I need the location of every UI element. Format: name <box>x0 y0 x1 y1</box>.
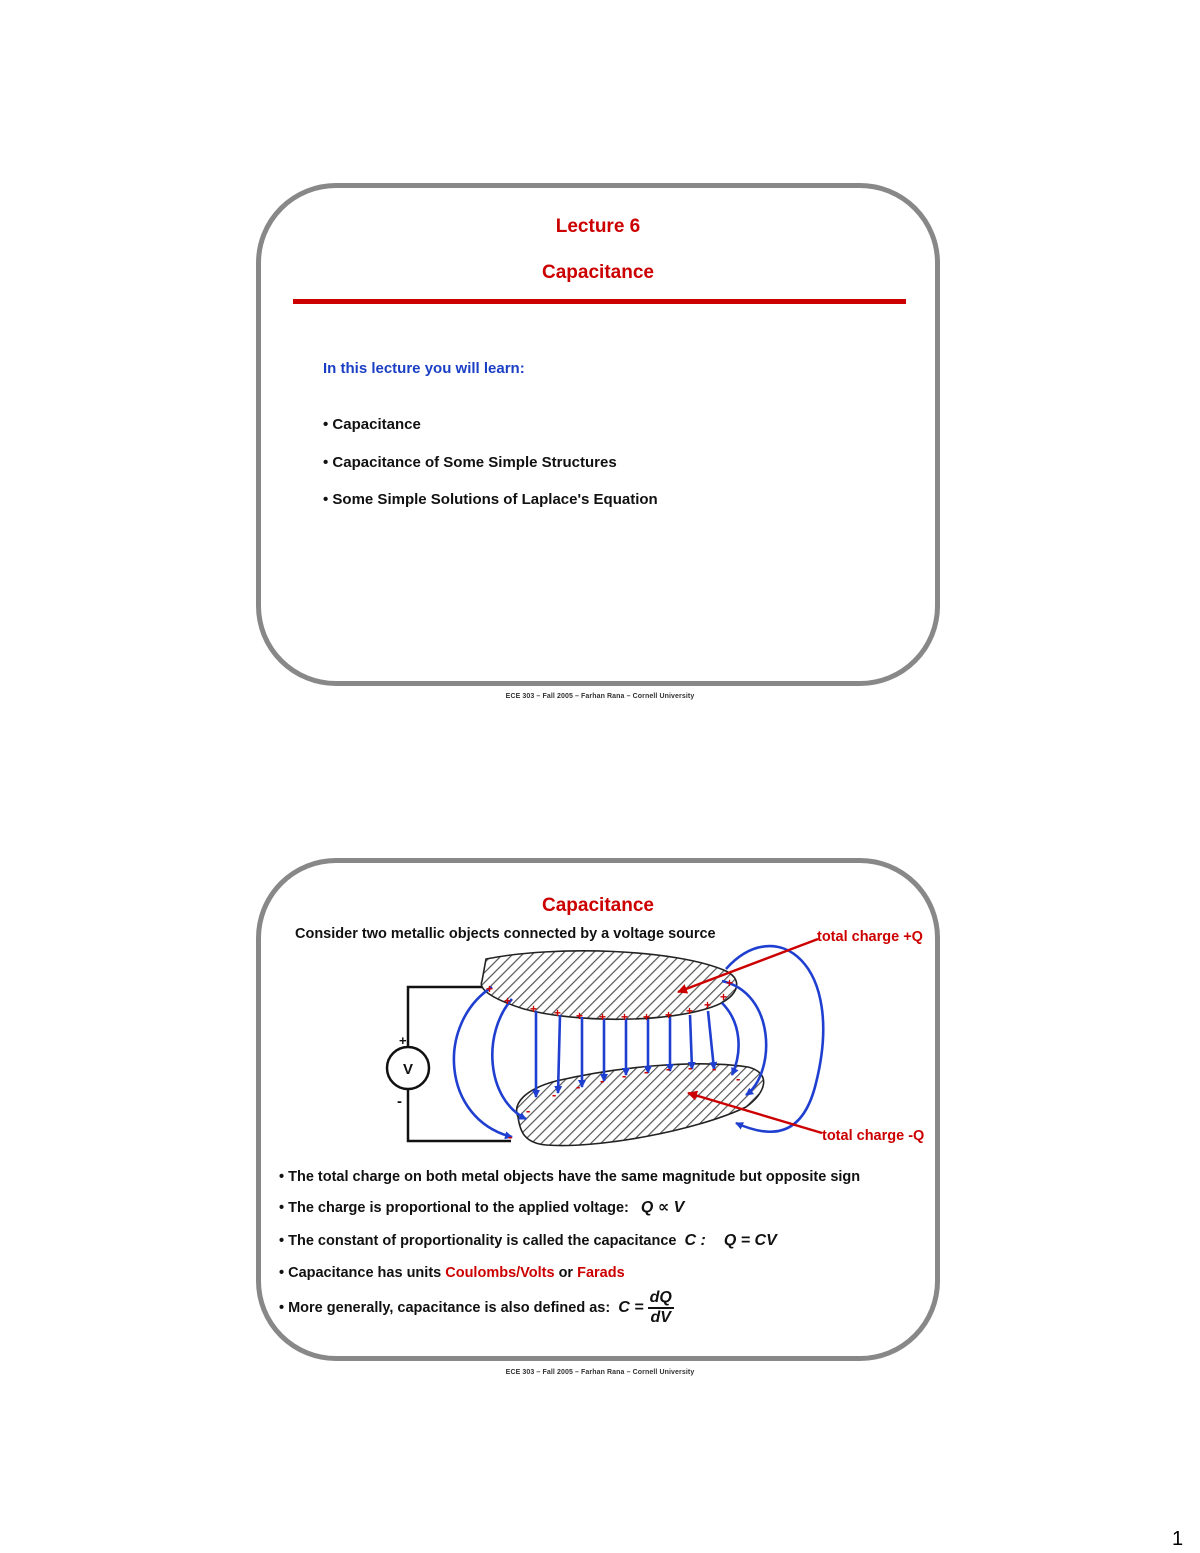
capacitance-symbol: C : <box>684 1232 706 1249</box>
title-underline <box>293 299 906 304</box>
source-minus: - <box>397 1093 402 1110</box>
svg-text:+: + <box>686 1004 694 1018</box>
svg-text:+: + <box>486 982 494 996</box>
proportional-formula: Q ∝ V <box>640 1199 685 1216</box>
svg-text:+: + <box>704 998 712 1012</box>
bullet-text: • Capacitance has units <box>279 1265 446 1281</box>
bullet-item <box>279 1197 684 1217</box>
wire-top <box>408 987 482 1049</box>
lecture-number: Lecture 6 <box>555 216 641 237</box>
svg-text:-: - <box>688 1060 693 1075</box>
svg-text:+: + <box>665 1008 673 1022</box>
slide-2 <box>256 858 940 1361</box>
slide-1-footer: ECE 303 – Fall 2005 – Farhan Rana – Cornell University <box>505 693 695 700</box>
svg-text:-: - <box>526 1103 531 1118</box>
svg-text:-: - <box>736 1071 741 1086</box>
svg-text:+: + <box>504 994 512 1008</box>
capacitance-formula: Q = CV <box>723 1232 777 1249</box>
svg-text:+: + <box>720 990 728 1004</box>
bullet-item <box>279 1265 625 1281</box>
bullet-text: • The constant of proportionality is called the capacitance <box>279 1233 677 1249</box>
page-number: 1 <box>1172 1528 1184 1550</box>
svg-text:+: + <box>576 1009 584 1023</box>
derivative-lhs: C = <box>618 1299 644 1316</box>
svg-text:-: - <box>508 1129 513 1144</box>
bullet-text: • The charge is proportional to the applied voltage: <box>279 1200 629 1216</box>
total-charge-positive-label: total charge +Q <box>817 929 923 945</box>
bullet-item: • Capacitance <box>323 416 421 433</box>
svg-text:+: + <box>643 1010 651 1024</box>
intro-text: In this lecture you will learn: <box>323 360 525 377</box>
bullet-item <box>279 1289 674 1327</box>
svg-text:+: + <box>621 1010 629 1024</box>
bullet-text: • More generally, capacitance is also defined as: <box>279 1300 611 1316</box>
slide-1-title: Capacitance <box>542 262 654 283</box>
svg-text:-: - <box>622 1068 627 1083</box>
bullet-item <box>279 1232 777 1250</box>
slide-2-title: Capacitance <box>542 895 654 916</box>
bullet-item: • The total charge on both metal objects have the same magnitude but opposite sign <box>279 1169 861 1185</box>
slide-2-footer: ECE 303 – Fall 2005 – Farhan Rana – Cornell University <box>505 1369 695 1376</box>
source-plus: + <box>399 1033 407 1048</box>
bullet-item: • Capacitance of Some Simple Structures <box>323 454 617 471</box>
svg-text:+: + <box>554 1006 562 1020</box>
unit-coulombs-volts: Coulombs/Volts <box>445 1265 555 1281</box>
svg-text:+: + <box>530 1002 538 1016</box>
unit-farads: Farads <box>577 1265 625 1281</box>
bullet-item: • Some Simple Solutions of Laplace's Equation <box>323 491 658 508</box>
fraction-numerator: dQ <box>648 1289 674 1309</box>
svg-text:-: - <box>600 1073 605 1088</box>
slide-1 <box>256 183 940 686</box>
svg-text:-: - <box>552 1087 557 1102</box>
fraction-denominator: dV <box>650 1309 671 1326</box>
svg-text:-: - <box>576 1079 581 1094</box>
svg-text:+: + <box>599 1010 607 1024</box>
capacitor-diagram <box>256 923 940 1233</box>
bullet-text-or: or <box>554 1265 578 1281</box>
svg-text:+: + <box>726 976 734 990</box>
subtitle-text: Consider two metallic objects connected by a voltage source <box>295 926 716 942</box>
derivative-fraction <box>648 1289 674 1327</box>
svg-text:-: - <box>644 1064 649 1079</box>
source-label: V <box>403 1061 414 1078</box>
svg-text:-: - <box>712 1061 717 1076</box>
svg-text:-: - <box>666 1061 671 1076</box>
total-charge-negative-label: total charge -Q <box>822 1128 925 1144</box>
